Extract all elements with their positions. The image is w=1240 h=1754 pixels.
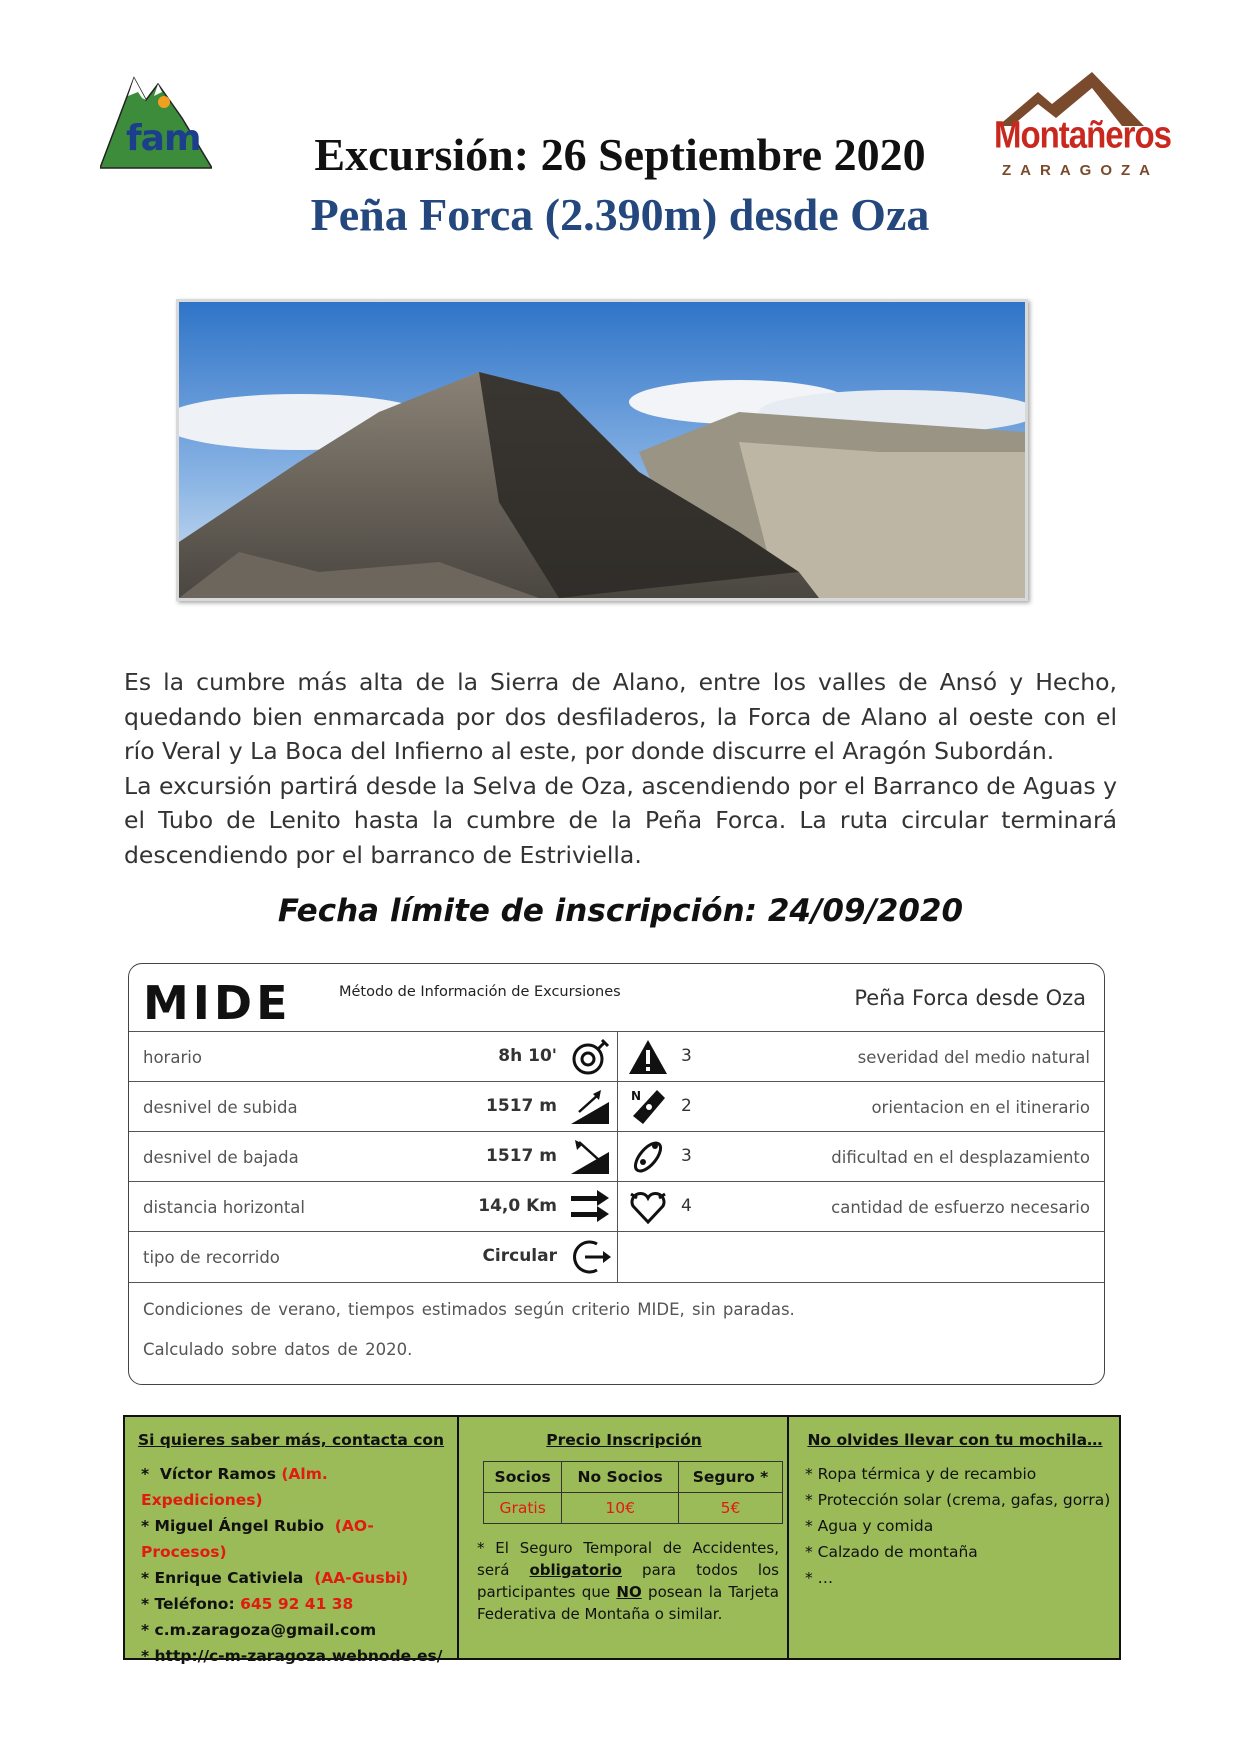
mide-label: desnivel de subida <box>143 1098 298 1117</box>
backpack-item: * Agua y comida <box>805 1517 934 1535</box>
mide-rating-label: severidad del medio natural <box>857 1048 1090 1067</box>
mide-label: distancia horizontal <box>143 1198 306 1217</box>
clock-icon <box>569 1038 611 1076</box>
price-value: 10€ <box>562 1493 679 1524</box>
contact-role: (AA-Gusbi) <box>314 1569 409 1587</box>
distance-icon <box>569 1188 611 1226</box>
contact-name: Miguel Ángel Rubio <box>154 1517 324 1535</box>
contact-role: (AO-Procesos) <box>141 1517 374 1561</box>
mide-value: 14,0 Km <box>478 1196 557 1216</box>
backpack-item: * Protección solar (crema, gafas, gorra) <box>805 1491 1111 1509</box>
contact-person: * Enrique Cativiela (AA-Gusbi) <box>141 1569 409 1587</box>
mide-note: Calculado sobre datos de 2020. <box>143 1340 413 1359</box>
montaneros-logo-name: Montañeros <box>994 113 1172 156</box>
description <box>124 665 1117 872</box>
compass-icon <box>627 1088 669 1126</box>
backpack-item: * … <box>805 1569 834 1587</box>
mide-value: 1517 m <box>486 1146 557 1166</box>
mide-box <box>128 963 1105 1385</box>
contact-name: Víctor Ramos <box>159 1465 276 1483</box>
mide-rating-label: cantidad de esfuerzo necesario <box>831 1198 1090 1217</box>
page-subtitle: Peña Forca (2.390m) desde Oza <box>310 189 930 240</box>
circular-route-icon <box>569 1238 611 1276</box>
mide-note: Condiciones de verano, tiempos estimados según criterio MIDE, sin paradas. <box>143 1300 795 1319</box>
backpack-heading: No olvides llevar con tu mochila… <box>807 1431 1103 1449</box>
contact-role: (Alm. Expediciones) <box>141 1465 328 1509</box>
backpack-column <box>787 1417 1121 1658</box>
insurance-note <box>477 1537 779 1625</box>
contact-person: * Víctor Ramos (Alm. Expediciones) <box>141 1465 328 1509</box>
description-paragraph-1: Es la cumbre más alta de la Sierra de Alano, entre los valles de Ansó y Hecho, quedando bien enmarcada por dos desfiladeros, la Forca de Alano al oeste con el río Veral y La Boca del Infierno al este, por donde discurre el Aragón Subordán. <box>124 668 1117 765</box>
info-table <box>123 1415 1121 1665</box>
mide-label: horario <box>143 1048 202 1067</box>
mide-value: 8h 10' <box>498 1046 557 1066</box>
mide-rating: 4 <box>681 1196 692 1216</box>
summit-photo <box>176 299 1028 601</box>
registration-deadline: Fecha límite de inscripción: 24/09/2020 <box>277 893 964 929</box>
mide-row <box>129 1081 1104 1132</box>
mide-rating: 2 <box>681 1096 692 1116</box>
contact-column <box>125 1417 457 1665</box>
mide-row <box>129 1181 1104 1232</box>
page-title: Excursión: 26 Septiembre 2020 <box>314 129 926 180</box>
phone-number: 645 92 41 38 <box>240 1595 354 1613</box>
svg-text:N: N <box>631 1089 642 1103</box>
price-heading: Precio Inscripción <box>546 1431 702 1449</box>
contact-web: * http://c-m-zaragoza.webnode.es/ <box>141 1647 443 1665</box>
mide-subtitle: Método de Información de Excursiones <box>339 984 621 1000</box>
price-value: Gratis <box>484 1493 562 1524</box>
warning-icon <box>627 1038 669 1076</box>
mide-route-name: Peña Forca desde Oza <box>854 986 1086 1010</box>
phone-label: Teléfono: <box>154 1595 235 1613</box>
montaneros-logo-city: ZARAGOZA <box>1002 162 1159 179</box>
mide-row <box>129 1031 1104 1082</box>
price-table <box>483 1461 783 1524</box>
mountain-panorama-image <box>179 302 1025 598</box>
price-header: No Socios <box>562 1462 679 1493</box>
backpack-item: * Ropa térmica y de recambio <box>805 1465 1037 1483</box>
web-link[interactable]: http://c-m-zaragoza.webnode.es/ <box>154 1647 443 1665</box>
descent-icon <box>569 1138 611 1176</box>
footprint-icon <box>627 1138 669 1176</box>
mide-rating-label: orientacion en el itinerario <box>871 1098 1090 1117</box>
mide-rating-label: dificultad en el desplazamiento <box>831 1148 1090 1167</box>
mide-rating: 3 <box>681 1046 692 1066</box>
contact-phone: * Teléfono: 645 92 41 38 <box>141 1595 354 1613</box>
mide-value: Circular <box>482 1246 557 1266</box>
contact-person: * Miguel Ángel Rubio (AO-Procesos) <box>141 1517 374 1561</box>
note-no: NO <box>616 1583 642 1601</box>
mide-logo: MIDE <box>143 976 292 1030</box>
mide-rating: 3 <box>681 1146 692 1166</box>
note-text: para todos los participantes que <box>477 1561 779 1601</box>
backpack-list <box>805 1461 1115 1591</box>
ascent-icon <box>569 1088 611 1126</box>
heart-icon <box>627 1188 669 1226</box>
note-text: posean la Tarjeta Federativa de Montaña o similar. <box>477 1583 779 1623</box>
mide-row <box>129 1131 1104 1182</box>
price-header: Seguro * <box>679 1462 783 1493</box>
email-link[interactable]: c.m.zaragoza@gmail.com <box>154 1621 377 1639</box>
contact-email: * c.m.zaragoza@gmail.com <box>141 1621 377 1639</box>
mide-label: tipo de recorrido <box>143 1248 280 1267</box>
backpack-item: * Calzado de montaña <box>805 1543 978 1561</box>
mide-value: 1517 m <box>486 1096 557 1116</box>
mide-row <box>129 1231 1104 1283</box>
fam-logo-text: fam <box>126 118 201 159</box>
description-paragraph-2: La excursión partirá desde la Selva de Oza, ascendiendo por el Barranco de Aguas y el Tubo de Lenito hasta la cumbre de la Peña Forca. La ruta circular terminará descendiendo por el barranco de Estriviella. <box>124 771 1117 869</box>
note-text: * El Seguro Temporal de Accidentes, será <box>477 1539 779 1579</box>
price-value: 5€ <box>679 1493 783 1524</box>
mide-label: desnivel de bajada <box>143 1148 299 1167</box>
contact-heading: Si quieres saber más, contacta con <box>137 1431 445 1449</box>
note-strong: obligatorio <box>529 1561 622 1579</box>
price-column <box>457 1417 789 1658</box>
price-header: Socios <box>484 1462 562 1493</box>
contact-name: Enrique Cativiela <box>154 1569 304 1587</box>
contact-list <box>141 1461 451 1669</box>
